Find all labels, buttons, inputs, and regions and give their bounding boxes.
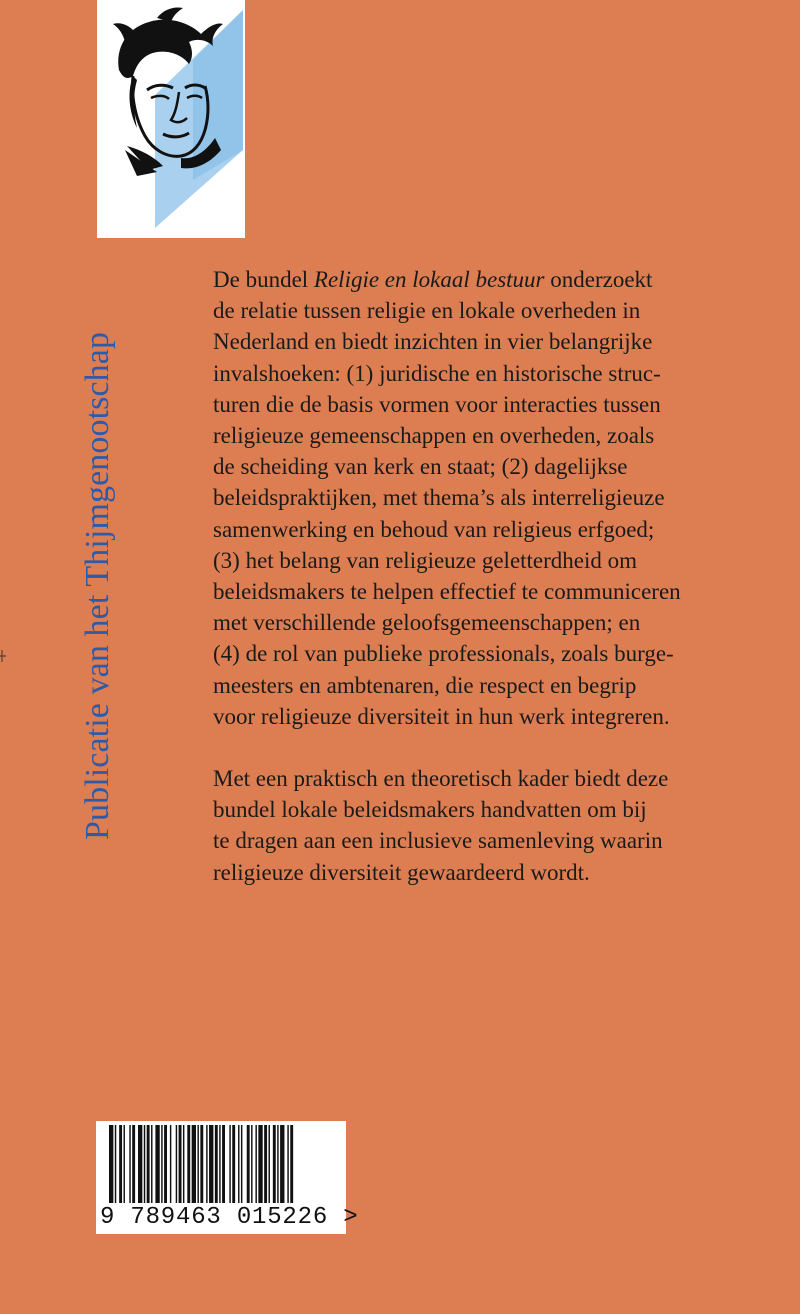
publisher-logo bbox=[97, 0, 245, 238]
blurb-line: voor religieuze diversiteit in hun werk integreren. bbox=[213, 703, 670, 729]
blurb-line: meesters en ambtenaren, die respect en begrip bbox=[213, 672, 637, 698]
barcode-icon bbox=[99, 1121, 343, 1205]
blurb-line: bundel lokale beleidsmakers handvatten om bij bbox=[213, 797, 647, 823]
blurb-line: religieuze gemeenschappen en overheden, zoals bbox=[213, 423, 655, 449]
blurb-line: samenwerking en behoud van religieus erfgoed; bbox=[213, 516, 655, 542]
book-title: Religie en lokaal bestuur bbox=[313, 267, 545, 292]
blurb-line: invalshoeken: (1) juridische en historische struc- bbox=[213, 360, 661, 386]
blurb-line: De bundel Religie en lokaal bestuur onderzoekt bbox=[213, 267, 653, 292]
blurb-paragraph-1 bbox=[213, 264, 713, 732]
blurb-line: de relatie tussen religie en lokale overheden in bbox=[213, 298, 641, 324]
blurb-paragraph-2 bbox=[213, 763, 713, 888]
blurb-line: Met een praktisch en theoretisch kader biedt deze bbox=[213, 766, 669, 792]
blurb-line: turen die de basis vormen voor interacties tussen bbox=[213, 391, 661, 417]
publication-series-label: Publicatie van het Thijmgenootschap bbox=[79, 331, 116, 840]
crop-mark-icon bbox=[0, 650, 6, 662]
blurb-line: beleidsmakers te helpen effectief te communiceren bbox=[213, 579, 681, 605]
blurb-line: te dragen aan een inclusieve samenleving waarin bbox=[213, 828, 663, 854]
portrait-logo-icon bbox=[97, 0, 245, 238]
blurb-line: (4) de rol van publieke professionals, zoals burge- bbox=[213, 641, 674, 667]
blurb-line: religieuze diversiteit gewaardeerd wordt. bbox=[213, 859, 590, 885]
blurb-line: (3) het belang van religieuze geletterdheid om bbox=[213, 547, 638, 573]
blurb-line: beleidspraktijken, met thema’s als interreligieuze bbox=[213, 485, 665, 511]
blurb-line: de scheiding van kerk en staat; (2) dagelijkse bbox=[213, 454, 628, 480]
isbn-digits: 9 789463 015226 > bbox=[100, 1204, 359, 1231]
blurb-line: Nederland en biedt inzichten in vier belangrijke bbox=[213, 329, 653, 355]
back-cover-blurb bbox=[213, 264, 713, 888]
blurb-line: met verschillende geloofsgemeenschappen; en bbox=[213, 610, 641, 636]
isbn-barcode bbox=[96, 1121, 359, 1234]
